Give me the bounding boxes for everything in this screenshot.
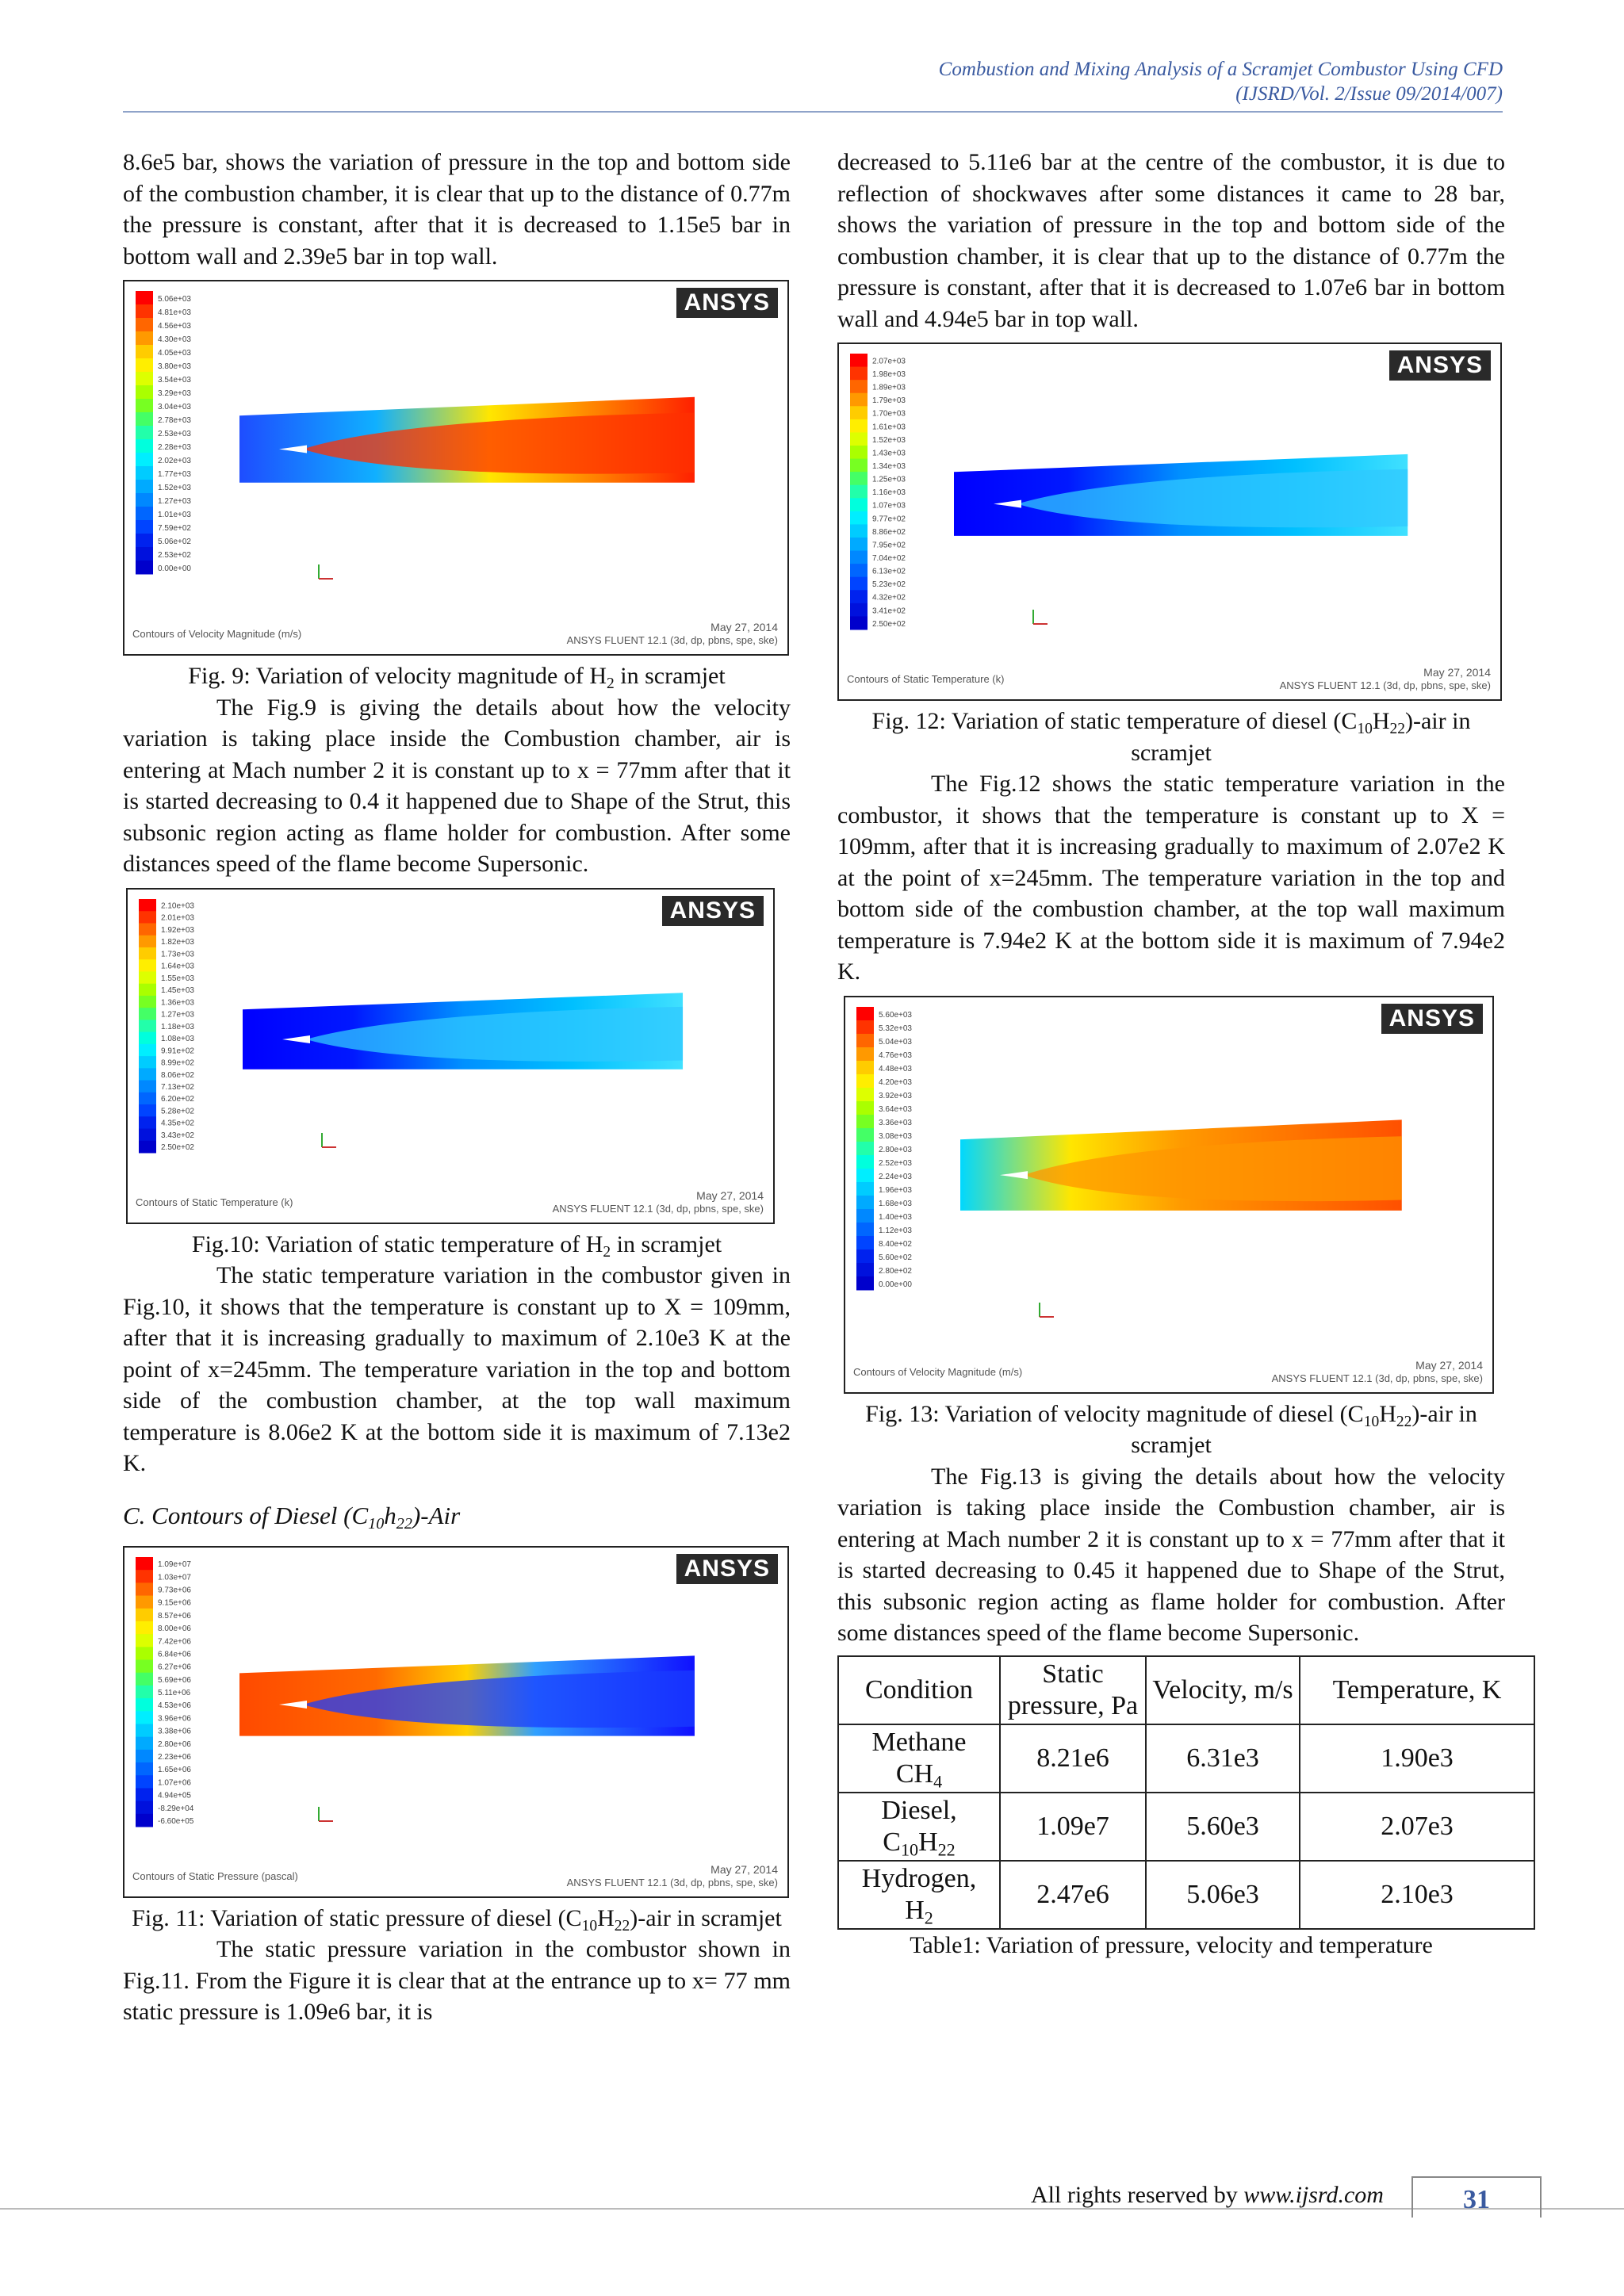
table-cell: 1.90e3 — [1300, 1724, 1534, 1793]
scale-label: 1.55e+03 — [161, 974, 194, 983]
scale-swatch — [136, 291, 153, 305]
scale-label: 7.42e+06 — [158, 1636, 191, 1646]
scale-swatch — [856, 1074, 874, 1089]
axis-triad-icon — [1033, 610, 1048, 624]
scale-label: 1.61e+03 — [872, 423, 906, 432]
ansys-logo: ANSYS — [1381, 1004, 1483, 1034]
figure-13-velocity-diesel — [844, 996, 1494, 1394]
figure-10-temperature-h2 — [126, 888, 775, 1224]
scale-swatch — [850, 446, 868, 459]
scale-label: 2.01e+03 — [161, 913, 194, 923]
scale-label: 5.06e+02 — [158, 537, 191, 546]
scale-swatch — [850, 393, 868, 407]
scale-label: 2.23e+06 — [158, 1752, 191, 1762]
scale-label: 7.95e+02 — [872, 541, 906, 550]
contour-plot — [845, 997, 1492, 1392]
scale-label: 2.50e+02 — [872, 619, 906, 629]
header-title: Combustion and Mixing Analysis of a Scramjet Combustor Using CFD — [938, 59, 1503, 80]
scale-swatch — [850, 472, 868, 485]
scale-swatch — [139, 1080, 156, 1093]
scale-swatch — [856, 1169, 874, 1183]
scale-label: 1.45e+03 — [161, 985, 194, 995]
scale-swatch — [850, 498, 868, 511]
scale-swatch — [139, 935, 156, 947]
scale-label: 4.35e+02 — [161, 1119, 194, 1128]
scale-swatch — [136, 345, 153, 359]
scale-label: 2.28e+03 — [158, 442, 191, 452]
scale-swatch — [139, 1020, 156, 1032]
scale-label: -8.29e+04 — [158, 1804, 194, 1813]
figure-date: May 27, 2014 — [710, 1862, 778, 1876]
scale-label: 5.28e+02 — [161, 1106, 194, 1115]
scale-label: 2.50e+02 — [161, 1142, 194, 1152]
scale-swatch — [136, 412, 153, 427]
scale-label: 1.73e+03 — [161, 949, 194, 959]
scale-label: 1.09e+07 — [158, 1559, 191, 1569]
scale-swatch — [136, 439, 153, 453]
scale-swatch — [136, 385, 153, 400]
left-column — [123, 147, 791, 2028]
scale-label: 5.11e+06 — [158, 1688, 191, 1697]
scale-label: 4.32e+02 — [872, 593, 906, 603]
scale-label: 4.48e+03 — [879, 1064, 912, 1073]
scale-label: 2.07e+03 — [872, 357, 906, 366]
table-cell: 6.31e3 — [1146, 1724, 1300, 1793]
page-number: 31 — [1411, 2176, 1542, 2218]
scale-swatch — [850, 577, 868, 591]
scale-label: 2.80e+02 — [879, 1266, 912, 1276]
scale-swatch — [136, 466, 153, 480]
scale-label: 1.65e+06 — [158, 1765, 191, 1774]
scale-swatch — [850, 616, 868, 629]
figure-11-caption: Fig. 11: Variation of static pressure of diesel $(C_{10}H_{22})$-air in scramjet — [132, 1904, 782, 1934]
scale-swatch — [136, 507, 153, 521]
scale-swatch — [139, 1056, 156, 1069]
scale-swatch — [856, 1155, 874, 1169]
scale-label: 2.24e+03 — [879, 1172, 912, 1181]
scale-label: 1.08e+03 — [161, 1034, 194, 1043]
scale-swatch — [136, 1749, 153, 1762]
scale-swatch — [139, 1031, 156, 1044]
contour-title: Contours of Velocity Magnitude (m/s) — [853, 1365, 1023, 1378]
scale-swatch — [136, 1775, 153, 1789]
table-header-temperature: Temperature, K — [1300, 1656, 1534, 1724]
scale-label: 1.89e+03 — [872, 383, 906, 392]
scale-label: 6.13e+02 — [872, 567, 906, 576]
scale-label: 3.29e+03 — [158, 388, 191, 398]
scale-label: 1.52e+03 — [158, 483, 191, 492]
scale-swatch — [136, 1711, 153, 1724]
scale-label: 7.13e+02 — [161, 1082, 194, 1092]
scale-swatch — [136, 1685, 153, 1698]
contour-title: Contours of Velocity Magnitude (m/s) — [132, 628, 302, 640]
scale-swatch — [856, 1209, 874, 1223]
scale-swatch — [850, 551, 868, 564]
scale-label: 2.80e+03 — [879, 1145, 912, 1154]
scale-swatch — [136, 1724, 153, 1737]
scale-swatch — [856, 1088, 874, 1102]
scale-swatch — [850, 354, 868, 367]
solver-info: ANSYS FLUENT 12.1 (3d, dp, pbns, spe, ske) — [552, 1202, 764, 1215]
scale-swatch — [136, 1621, 153, 1634]
scale-swatch — [139, 959, 156, 972]
scale-swatch — [139, 1140, 156, 1153]
left-paragraph-2: The Fig.9 is giving the details about how the velocity variation is taking place inside the Combustion chamber, air is entering at Mach number 2 it is constant up to x = 77mm after that it is started decreasing to 0.4 it happened due to Shape of the Strut, this subsonic region acting as flame holder for combustion. After some distances speed of the flame become Supersonic. — [123, 694, 791, 877]
figure-date: May 27, 2014 — [1415, 1358, 1483, 1372]
scale-label: 1.25e+03 — [872, 475, 906, 484]
scale-label: 3.64e+03 — [879, 1104, 912, 1114]
scale-swatch — [136, 480, 153, 494]
right-paragraph-2: The Fig.12 shows the static temperature variation in the combustor, it shows that the temperature is constant up to X = 109mm, after that it is increasing gradually to maximum of 2.07e2 K at the point of x=245mm. The temperature variation in the top and bottom side of the combustion chamber, at the top wall maximum temperature is 7.94e2 K at the bottom side it is maximum of 7.94e2 K. — [837, 771, 1505, 985]
table-cell-condition: Diesel, $C_{10}H_{22}$ — [838, 1793, 1000, 1861]
figure-12-caption: Fig. 12: Variation of static temperature of diesel $(C_{10}H_{22})$-air in scramjet — [871, 708, 1471, 766]
scale-label: 8.40e+02 — [879, 1239, 912, 1249]
scale-swatch — [850, 511, 868, 525]
axis-triad-icon — [322, 1133, 336, 1147]
scale-swatch — [850, 603, 868, 617]
scale-label: 5.23e+02 — [872, 580, 906, 590]
scale-swatch — [856, 1236, 874, 1250]
scale-label: 1.34e+03 — [872, 462, 906, 471]
scale-label: 3.92e+03 — [879, 1091, 912, 1100]
table-cell: 1.09e7 — [1000, 1793, 1146, 1861]
scale-label: 1.98e+03 — [872, 370, 906, 379]
table-row — [838, 1724, 1534, 1793]
scale-label: 6.20e+02 — [161, 1094, 194, 1104]
footer-copyright: All rights reserved by www.ijsrd.com — [1031, 2182, 1384, 2208]
scale-swatch — [139, 1128, 156, 1141]
axis-triad-icon — [1040, 1303, 1054, 1317]
header-issue: (IJSRD/Vol. 2/Issue 09/2014/007) — [1235, 83, 1503, 105]
scale-label: 8.00e+06 — [158, 1624, 191, 1633]
figure-11-pressure-diesel — [123, 1546, 789, 1898]
table-cell-condition: Hydrogen, $H_2$ — [838, 1861, 1000, 1929]
scale-swatch — [139, 1104, 156, 1117]
scale-swatch — [136, 1659, 153, 1673]
left-paragraph-3: The static temperature variation in the combustor given in Fig.10, it shows that the temperature is constant up to X = 109mm, after that it is increasing gradually to maximum of 2.10e3 K at the point of x=245mm. The temperature variation in the top and bottom side of the combustion chamber, at the top wall maximum temperature is 8.06e2 K at the bottom side it is maximum of 7.13e2 K. — [123, 1262, 791, 1476]
scale-swatch — [139, 995, 156, 1008]
scale-label: 1.27e+03 — [161, 1010, 194, 1020]
header-rule — [123, 111, 1503, 113]
scale-swatch — [139, 1043, 156, 1056]
results-table — [837, 1655, 1535, 1930]
scale-swatch — [850, 538, 868, 551]
table-cell: 2.07e3 — [1300, 1793, 1534, 1861]
scale-label: 5.60e+03 — [879, 1010, 912, 1020]
scale-swatch — [136, 561, 153, 575]
table-header-pressure: Static pressure, Pa — [1000, 1656, 1146, 1724]
left-paragraph-1: 8.6e5 bar, shows the variation of pressure in the top and bottom side of the combustion chamber, it is clear that up to the distance of 0.77m the pressure is constant, after that it is decreased to 1.15e5 bar in bottom wall and 2.39e5 bar in top wall. — [123, 149, 791, 270]
scale-swatch — [136, 1647, 153, 1660]
scale-label: 4.56e+03 — [158, 321, 191, 331]
scale-swatch — [856, 1128, 874, 1142]
scale-swatch — [850, 459, 868, 473]
scale-swatch — [850, 406, 868, 419]
table-row — [838, 1793, 1534, 1861]
scale-label: 1.36e+03 — [161, 997, 194, 1007]
scale-swatch — [139, 1092, 156, 1104]
scale-swatch — [856, 1223, 874, 1237]
scale-label: 5.60e+02 — [879, 1253, 912, 1262]
table-cell: 2.10e3 — [1300, 1861, 1534, 1929]
contour-title: Contours of Static Temperature (k) — [136, 1196, 293, 1208]
scale-label: 3.36e+03 — [879, 1118, 912, 1127]
scale-swatch — [136, 1634, 153, 1647]
scale-label: 3.41e+02 — [872, 607, 906, 616]
scale-label: 3.80e+03 — [158, 362, 191, 371]
scale-label: 4.76e+03 — [879, 1050, 912, 1060]
figure-13-caption: Fig. 13: Variation of velocity magnitude of diesel $(C_{10}H_{22})$-air in scramjet — [865, 1400, 1477, 1458]
right-paragraph-3: The Fig.13 is giving the details about how the velocity variation is taking place inside the Combustion chamber, air is entering at Mach number 2 it is constant up to x = 77mm after that it is started decreasing to 0.45 it happened due to Shape of the Strut, this subsonic region acting as flame holder for combustion. After some distances speed of the flame become Supersonic. — [837, 1463, 1505, 1646]
solver-info: ANSYS FLUENT 12.1 (3d, dp, pbns, spe, ske) — [566, 1876, 778, 1888]
scale-swatch — [136, 1557, 153, 1571]
scale-swatch — [856, 1047, 874, 1062]
scale-label: 3.54e+03 — [158, 375, 191, 385]
scale-swatch — [136, 426, 153, 440]
table-cell: 8.21e6 — [1000, 1724, 1146, 1793]
scale-label: 5.69e+06 — [158, 1675, 191, 1685]
scale-label: 2.53e+03 — [158, 429, 191, 438]
figure-10-caption: Fig.10: Variation of static temperature of $H_2$ in scramjet — [191, 1230, 722, 1261]
scale-label: 0.00e+00 — [879, 1280, 912, 1289]
scale-swatch — [139, 1008, 156, 1020]
scale-label: 2.78e+03 — [158, 415, 191, 425]
scale-swatch — [136, 1608, 153, 1621]
scale-label: 2.52e+03 — [879, 1158, 912, 1168]
scale-label: 4.30e+03 — [158, 335, 191, 344]
running-header — [123, 57, 1503, 106]
scale-swatch — [136, 1788, 153, 1801]
figure-9-caption: Fig. 9: Variation of velocity magnitude of $H_2$ in scramjet — [188, 663, 726, 692]
scale-label: 3.04e+03 — [158, 402, 191, 411]
ansys-logo: ANSYS — [676, 1554, 778, 1584]
scale-label: 1.92e+03 — [161, 925, 194, 935]
scale-swatch — [136, 1762, 153, 1776]
scale-swatch — [856, 1115, 874, 1129]
figure-12-temperature-diesel — [837, 342, 1502, 701]
scale-label: 5.06e+03 — [158, 294, 191, 304]
scale-label: 2.53e+02 — [158, 550, 191, 560]
scale-label: 3.96e+06 — [158, 1713, 191, 1723]
scale-swatch — [136, 520, 153, 534]
table-row — [838, 1861, 1534, 1929]
scale-swatch — [139, 947, 156, 959]
ansys-logo: ANSYS — [1389, 350, 1491, 381]
scale-label: 9.15e+06 — [158, 1598, 191, 1608]
scale-label: 2.02e+03 — [158, 456, 191, 465]
scale-swatch — [856, 1276, 874, 1291]
scale-swatch — [136, 1570, 153, 1583]
scale-swatch — [850, 590, 868, 603]
scale-label: 8.57e+06 — [158, 1611, 191, 1621]
figure-date: May 27, 2014 — [1423, 666, 1491, 679]
scale-label: 8.86e+02 — [872, 527, 906, 537]
scale-swatch — [136, 1672, 153, 1686]
scale-label: 1.77e+03 — [158, 469, 191, 479]
scale-swatch — [856, 1263, 874, 1277]
contour-title: Contours of Static Temperature (k) — [847, 673, 1005, 685]
contour-plot — [124, 281, 787, 654]
scale-swatch — [136, 1813, 153, 1827]
scale-label: 1.96e+03 — [879, 1185, 912, 1195]
table-cell: 2.47e6 — [1000, 1861, 1146, 1929]
contour-title: Contours of Static Pressure (pascal) — [132, 1869, 298, 1882]
scale-swatch — [136, 1595, 153, 1609]
scale-label: 1.01e+03 — [158, 510, 191, 519]
figure-9-velocity-h2 — [123, 280, 789, 656]
scale-swatch — [139, 971, 156, 984]
scale-swatch — [136, 534, 153, 548]
scale-swatch — [856, 1142, 874, 1156]
scale-label: 6.27e+06 — [158, 1663, 191, 1672]
scale-swatch — [850, 432, 868, 446]
scale-swatch — [136, 1736, 153, 1750]
scale-label: 1.27e+03 — [158, 496, 191, 506]
table-header-row — [838, 1656, 1534, 1724]
axis-triad-icon — [319, 564, 333, 579]
scale-label: 8.99e+02 — [161, 1058, 194, 1068]
scale-swatch — [850, 367, 868, 381]
scale-label: 9.73e+06 — [158, 1586, 191, 1595]
scale-swatch — [850, 564, 868, 577]
section-heading-diesel: C. Contours of Diesel $(C_{10}h_{22})$-Air — [123, 1501, 461, 1533]
contour-plot — [128, 890, 773, 1223]
figure-date: May 27, 2014 — [710, 621, 778, 633]
scale-swatch — [850, 485, 868, 499]
scale-swatch — [856, 1061, 874, 1075]
scale-label: 5.32e+03 — [879, 1024, 912, 1033]
scale-swatch — [856, 1007, 874, 1021]
scale-swatch — [136, 547, 153, 561]
figure-date: May 27, 2014 — [696, 1188, 764, 1202]
scale-swatch — [850, 380, 868, 393]
scale-label: 7.04e+02 — [872, 554, 906, 563]
scale-swatch — [139, 983, 156, 996]
scale-label: 9.91e+02 — [161, 1046, 194, 1055]
scale-swatch — [136, 372, 153, 386]
scale-swatch — [139, 899, 156, 912]
scale-swatch — [139, 1068, 156, 1081]
scale-label: 2.10e+03 — [161, 901, 194, 910]
scale-swatch — [139, 1116, 156, 1129]
scale-label: 1.82e+03 — [161, 937, 194, 947]
contour-plot — [839, 344, 1500, 699]
contour-plot — [124, 1548, 787, 1896]
scale-swatch — [856, 1249, 874, 1264]
scale-label: 4.20e+03 — [879, 1077, 912, 1087]
scale-label: 2.80e+06 — [158, 1739, 191, 1749]
scale-label: 0.00e+00 — [158, 564, 191, 573]
scale-label: 1.52e+03 — [872, 435, 906, 445]
solver-info: ANSYS FLUENT 12.1 (3d, dp, pbns, spe, ske) — [1279, 679, 1491, 691]
scale-swatch — [136, 331, 153, 346]
scale-swatch — [850, 524, 868, 538]
scale-label: 3.38e+06 — [158, 1727, 191, 1736]
scale-swatch — [136, 318, 153, 332]
scale-label: 4.05e+03 — [158, 348, 191, 358]
scale-label: 6.84e+06 — [158, 1649, 191, 1659]
table-cell: 5.60e3 — [1146, 1793, 1300, 1861]
scale-swatch — [856, 1101, 874, 1115]
scale-swatch — [139, 911, 156, 924]
ansys-logo: ANSYS — [662, 896, 764, 926]
scale-swatch — [136, 304, 153, 319]
scale-swatch — [136, 399, 153, 413]
scale-swatch — [136, 358, 153, 373]
table-header-velocity: Velocity, m/s — [1146, 1656, 1300, 1724]
scale-label: 1.12e+03 — [879, 1226, 912, 1235]
left-paragraph-4: The static pressure variation in the combustor shown in Fig.11. From the Figure it is clear that at the entrance up to x= 77 mm static pressure is 1.09e6 bar, it is — [123, 1936, 791, 2025]
solver-info: ANSYS FLUENT 12.1 (3d, dp, pbns, spe, ske) — [1271, 1372, 1483, 1384]
scale-label: 1.18e+03 — [161, 1022, 194, 1031]
scale-swatch — [850, 419, 868, 433]
scale-swatch — [136, 1582, 153, 1596]
scale-label: 8.06e+02 — [161, 1070, 194, 1080]
axis-triad-icon — [319, 1807, 333, 1821]
scale-label: 1.16e+03 — [872, 488, 906, 498]
scale-label: 1.07e+03 — [872, 501, 906, 511]
right-paragraph-1: decreased to 5.11e6 bar at the centre of the combustor, it is due to reflection of shockwaves after some distances it came to 28 bar, shows the variation of pressure in the top and bottom side of the combustion chamber, it is clear that up to the distance of 0.77m the pressure is constant, after that it is decreased to 1.07e6 bar in bottom wall and 4.94e5 bar in top wall. — [837, 149, 1505, 332]
scale-label: 3.08e+03 — [879, 1131, 912, 1141]
scale-swatch — [136, 1800, 153, 1814]
scale-swatch — [136, 493, 153, 507]
scale-swatch — [139, 923, 156, 936]
scale-swatch — [856, 1034, 874, 1048]
table-caption: Table1: Variation of pressure, velocity and temperature — [910, 1931, 1433, 1958]
ansys-logo: ANSYS — [676, 288, 778, 318]
scale-label: 1.64e+03 — [161, 962, 194, 971]
scale-label: 1.70e+03 — [872, 409, 906, 419]
table-cell: 5.06e3 — [1146, 1861, 1300, 1929]
scale-label: 1.68e+03 — [879, 1199, 912, 1208]
scale-label: 7.59e+02 — [158, 523, 191, 533]
scale-label: 1.40e+03 — [879, 1212, 912, 1222]
scale-label: 1.03e+07 — [158, 1572, 191, 1582]
scale-label: 1.43e+03 — [872, 449, 906, 458]
right-column — [837, 147, 1505, 1961]
footer-site-link[interactable]: www.ijsrd.com — [1243, 2182, 1384, 2208]
scale-label: 1.07e+06 — [158, 1777, 191, 1787]
scale-label: 4.94e+05 — [158, 1791, 191, 1800]
scale-swatch — [136, 1698, 153, 1712]
scale-label: 9.77e+02 — [872, 515, 906, 524]
scale-swatch — [136, 453, 153, 467]
scale-label: 4.53e+06 — [158, 1701, 191, 1710]
scale-swatch — [856, 1020, 874, 1035]
scale-label: 5.04e+03 — [879, 1037, 912, 1047]
scale-label: 3.43e+02 — [161, 1131, 194, 1140]
table-cell-condition: Methane $CH_4$ — [838, 1724, 1000, 1793]
scale-label: 1.79e+03 — [872, 396, 906, 406]
scale-swatch — [856, 1196, 874, 1210]
scale-label: -6.60e+05 — [158, 1816, 194, 1826]
scale-swatch — [856, 1182, 874, 1196]
scale-label: 4.81e+03 — [158, 308, 191, 317]
solver-info: ANSYS FLUENT 12.1 (3d, dp, pbns, spe, ske) — [566, 634, 778, 646]
table-header-condition: Condition — [838, 1656, 1000, 1724]
